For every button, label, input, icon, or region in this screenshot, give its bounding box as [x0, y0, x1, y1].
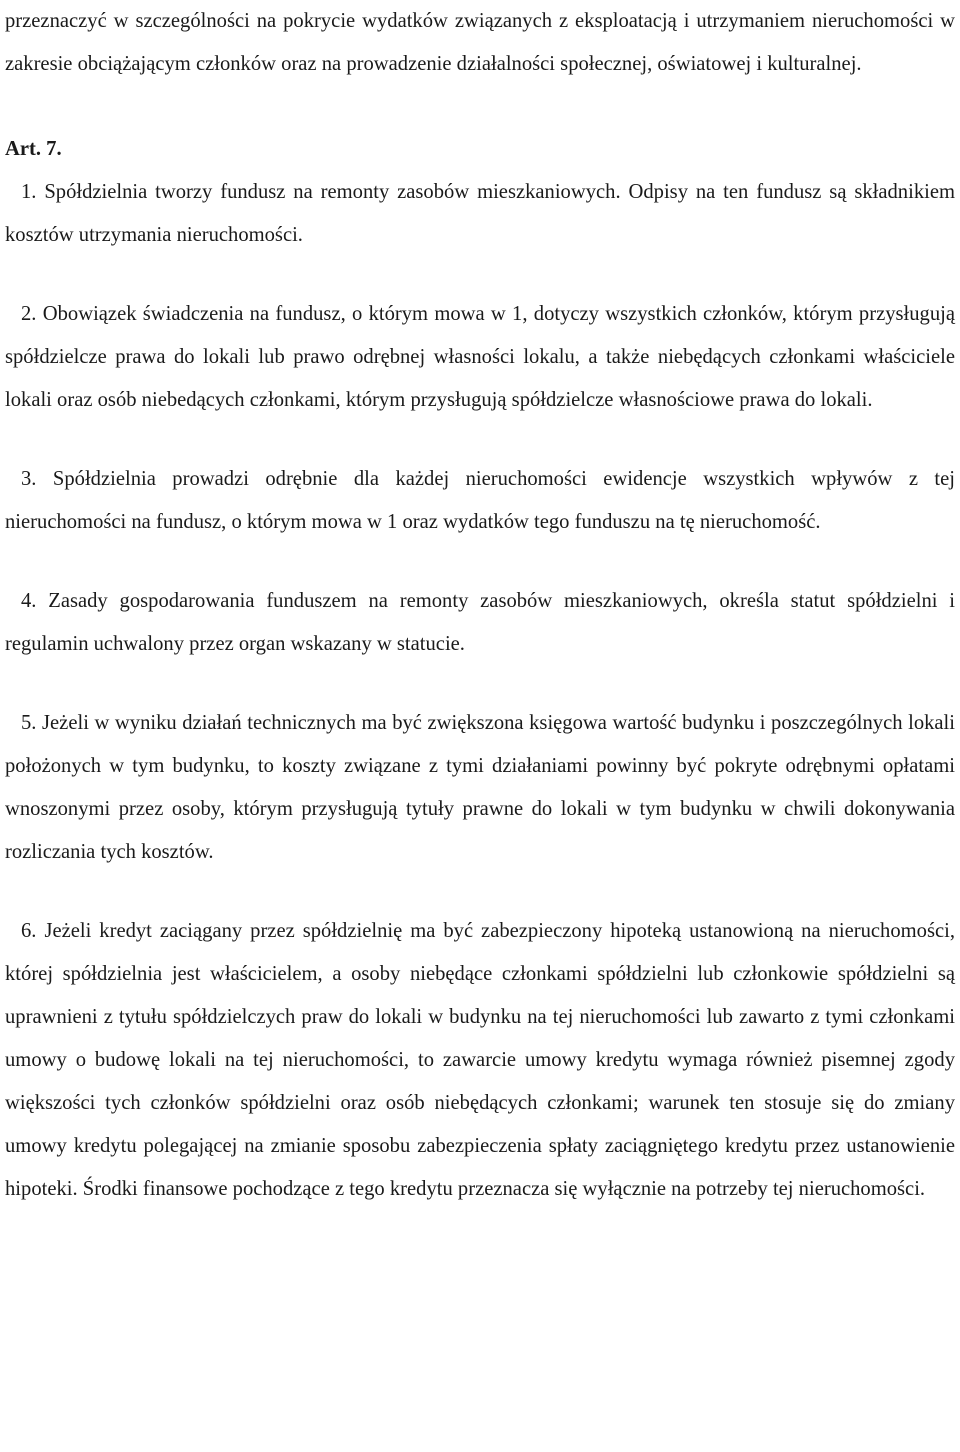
paragraph-2: [5, 293, 955, 422]
paragraph-number: 3.: [21, 468, 37, 490]
paragraph-text: Jeżeli w wyniku działań technicznych ma być zwiększona księgowa wartość budynku i poszczególnych lokali położonych w tym budynku, to koszty związane z tymi działaniami powinny być pokryte odrębnymi opłatami wnoszonymi przez osoby, którym przysługują tytuły prawne do lokali w tym budynku w chwili dokonywania rozliczania tych kosztów.: [5, 712, 956, 863]
paragraph-number: 1.: [21, 181, 37, 203]
paragraph-6: [5, 910, 955, 1211]
paragraph-number: 5.: [21, 712, 37, 734]
paragraph-1: [5, 171, 955, 257]
paragraph-4: [5, 580, 955, 666]
paragraph-5: [5, 702, 955, 874]
paragraph-3: [5, 458, 955, 544]
continuation-paragraph: przeznaczyć w szczególności na pokrycie wydatków związanych z eksploatacją i utrzymaniem nieruchomości w zakresie obciążającym członków oraz na prowadzenie działalności społecznej, oświatowej i kulturalnej.: [5, 10, 955, 75]
paragraph-number: 4.: [21, 590, 37, 612]
paragraph-number: 6.: [21, 920, 37, 942]
paragraph-number: 2.: [21, 303, 37, 325]
paragraph-text: Spółdzielnia prowadzi odrębnie dla każdej nieruchomości ewidencje wszystkich wpływów z tej nieruchomości na fundusz, o którym mowa w 1 oraz wydatków tego funduszu na tę nieruchomość.: [5, 468, 955, 533]
paragraph-text: Spółdzielnia tworzy fundusz na remonty zasobów mieszkaniowych. Odpisy na ten fundusz są składnikiem kosztów utrzymania nieruchomości.: [5, 181, 955, 246]
paragraph-text: Obowiązek świadczenia na fundusz, o którym mowa w 1, dotyczy wszystkich członków, którym przysługują spółdzielcze prawa do lokali lub prawo odrębnej własności lokalu, a także niebędących członkami właściciele lokali oraz osób niebedących członkami, którym przysługują spółdzielcze własnościowe prawa do lokali.: [5, 303, 955, 411]
article-heading: Art. 7.: [5, 138, 62, 160]
paragraph-text: Jeżeli kredyt zaciągany przez spółdzielnię ma być zabezpieczony hipoteką ustanowioną na nieruchomości, której spółdzielnia jest właścicielem, a osoby niebędące członkami spółdzielni lub członkowie spółdzielni są uprawnieni z tytułu spółdzielczych praw do lokali w budynku na tej nieruchomości lub zawarto z tymi członkami umowy o budowę lokali na tej nieruchomości, to zawarcie umowy kredytu wymaga również pisemnej zgody większości tych członków spółdzielni oraz osób niebędących członkami; warunek ten stosuje się do zmiany umowy kredytu polegającej na zmianie sposobu zabezpieczenia spłaty zaciągniętego kredytu przez ustanowienie hipoteki. Środki finansowe pochodzące z tego kredytu przeznacza się wyłącznie na potrzeby tej nieruchomości.: [5, 920, 955, 1200]
paragraph-text: Zasady gospodarowania funduszem na remonty zasobów mieszkaniowych, określa statut spółdzielni i regulamin uchwalony przez organ wskazany w statucie.: [5, 590, 955, 655]
document-page: [5, 0, 955, 1211]
